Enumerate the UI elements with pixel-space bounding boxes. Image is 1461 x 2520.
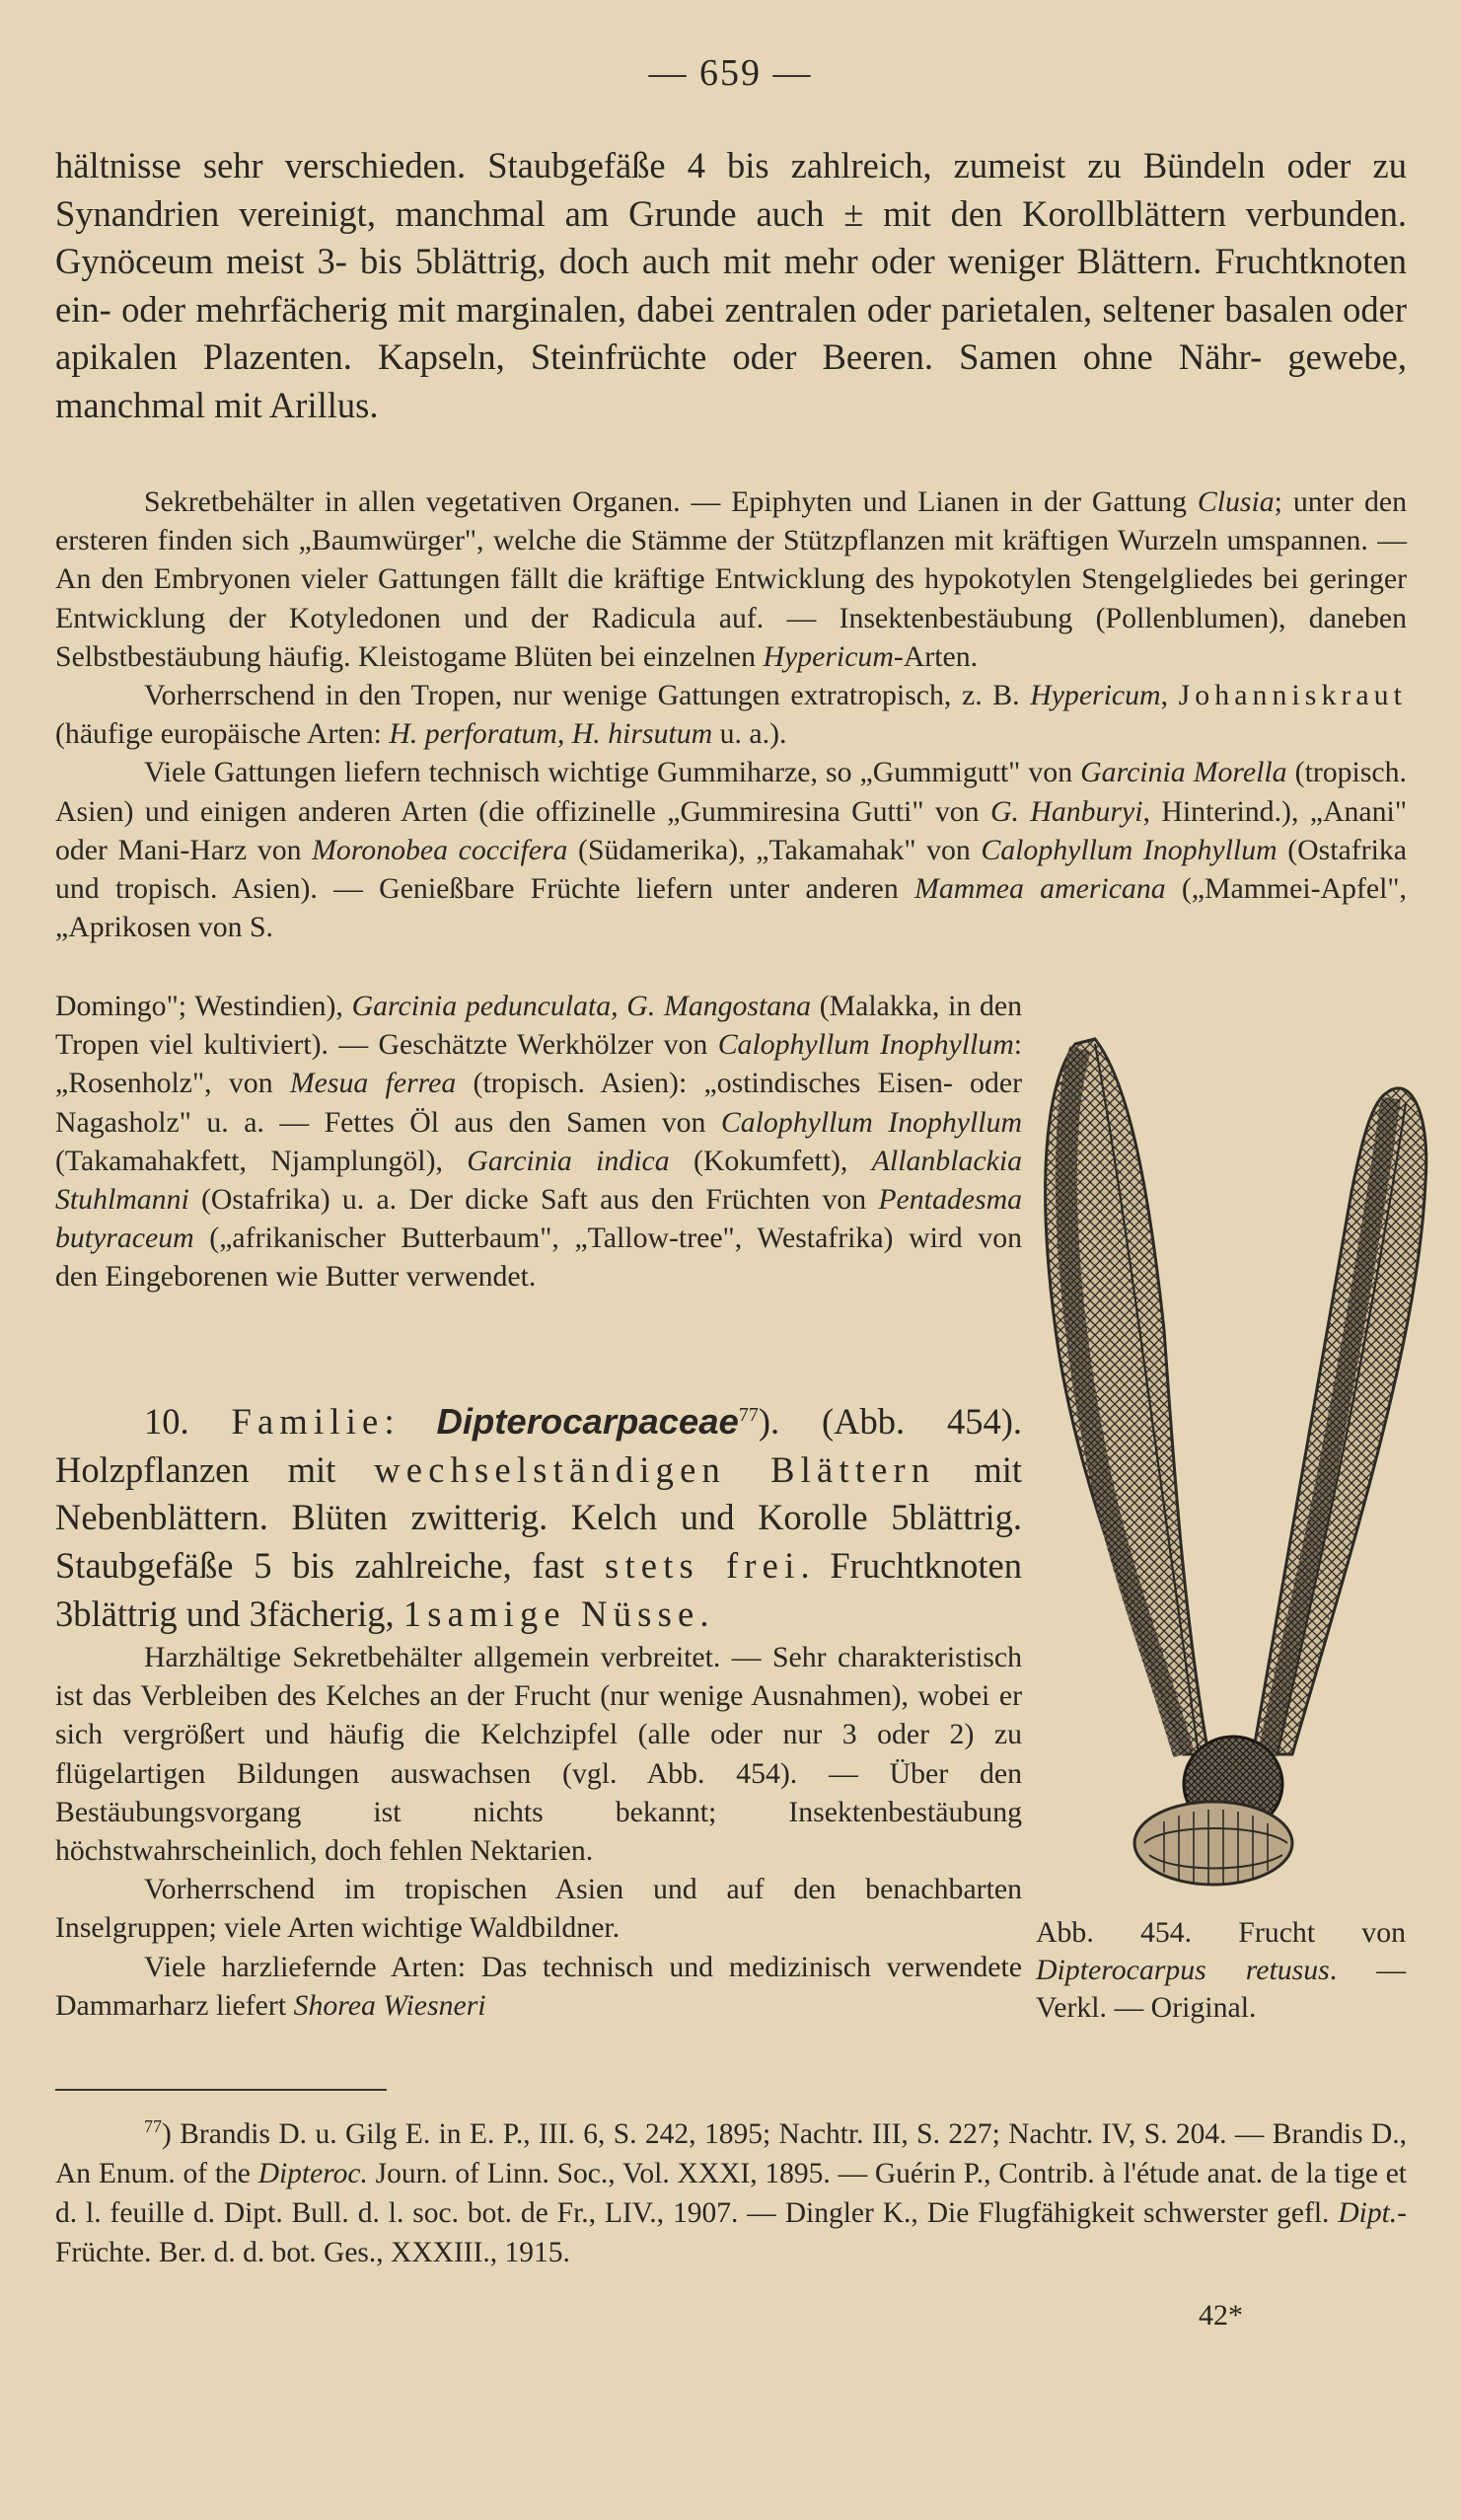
small-print-section <box>55 482 1407 946</box>
page-number: — 659 — <box>648 52 813 94</box>
distribution-note: Vorherrschend im tropischen Asien und auf den benachbarten Inselgruppen; viele Arten wichtige Waldbildner. <box>55 1873 1022 1945</box>
fruit-body <box>1134 1737 1292 1885</box>
line-7: gewebe, manchmal mit Arillus. <box>55 336 1408 425</box>
uses-paragraph: Viele Gattungen liefern technisch wichtige Gummiharze, so „Gummigutt" von Garcinia Morella (tropisch. Asien) und einigen anderen Arten (die offizinelle „Gummiresina Gutti" von G. Hanburyi, Hinterind.), „Anani" oder Mani-Harz von Moronobea coccifera (Südamerika), „Takamahak" von Calophyllum Inophyllum (Ostafrika und tropisch. Asien). — Genießbare Früchte liefern unter anderen Mammea americana („Mammei-Apfel", „Aprikosen von S. <box>55 756 1408 944</box>
family-name: Dipterocarpaceae <box>436 1401 739 1443</box>
uses-continuation: Domingo"; Westindien), Garcinia pedunculata, G. Mangostana (Malakka, in den Tropen viel kultiviert). — Geschätzte Werkhölzer von Calophyllum Inophyllum: „Rosenholz", von Mesua ferrea (tropisch. Asien): „ostindisches Eisen- oder Nagasholz" u. a. — Fettes Öl aus den Samen von Calophyllum Inophyllum (Takamahakfett, Njamplungöl), Garcinia indica (Kokumfett), Allanblackia Stuhlmanni (Ostafrika) u. a. Der dicke Saft aus den Früchten von Pentadesma butyraceum („afrikanischer Butterbaum", „Tallow-tree", Westafrika) wird von den Eingeborenen wie Butter verwendet. <box>55 990 1022 1294</box>
secretion-paragraph: Sekretbehälter in allen vegetativen Organen. — Epiphyten und Lianen in der Gattung Clusia; unter den ersteren finden sich „Baumwürger", welche die Stämme der Stützpflanzen mit kräftigen Wurzeln umspannen. — An den Embryonen vieler Gattungen fällt die kräftige Entwicklung des hypokotylen Stengelgliedes bei geringer Entwicklung der Kotyledonen und der Radicula auf. — Insektenbestäubung (Pollenblumen), daneben Selbstbestäubung häufig. Kleistogame Blüten bei einzelnen Hypericum-Arten. <box>55 485 1407 673</box>
family-notes <box>55 1638 1022 2025</box>
line-5: marginalen, dabei zentralen oder parietalen, seltener basalen oder apikalen <box>55 288 1408 378</box>
resin-note: Viele harzliefernde Arten: Das technisch und medizinisch verwendete Dammarharz liefert Shorea Wiesneri <box>55 1950 1022 2022</box>
distribution-paragraph: Vorherrschend in den Tropen, nur wenige Gattungen extratropisch, z. B. Hypericum, Johanniskraut (häufige europäische Arten: H. perforatum, H. hirsutum u. a.). <box>55 679 1407 751</box>
right-wing <box>1253 1088 1426 1754</box>
line-6: Plazenten. Kapseln, Steinfrüchte oder Beeren. Samen ohne Nähr- <box>202 336 1263 378</box>
printer-signature: 42* <box>1199 2299 1243 2332</box>
footnote: $^{77}$) Brandis D. u. Gilg E. in E. P., III. 6, S. 242, 1895; Nachtr. III, S. 227; Nachtr. IV, S. 204. — Brandis D., An Enum. of the Dipteroc. Journ. of Linn. Soc., Vol. XXXI, 1895. — Guérin P., Contrib. à l'étude anat. de la tige et d. l. feuille d. Dipt. Bull. d. l. soc. bot. de Fr., LIV., 1907. — Dingler K., Die Flugfähigkeit schwerster gefl. Dipt.-Früchte. Ber. d. d. bot. Ges., XXXIII., 1915. <box>55 2116 1407 2268</box>
secretion-note: Harzhältige Sekretbehälter allgemein verbreitet. — Sehr charakteristisch ist das Verbleiben des Kelches an der Frucht (nur wenige Ausnahmen), wobei er sich vergrößert und häufig die Kelchzipfel (alle oder nur 3 oder 2) zu flügelartigen Bildungen auswachsen (vgl. Abb. 454). — Über den Bestäubungsvorgang ist nichts bekannt; Insektenbestäubung höchstwahrscheinlich, doch fehlen Nektarien. <box>55 1641 1022 1868</box>
line-4: mit mehr oder weniger Blättern. Fruchtknoten ein- oder mehrfächerig mit <box>55 241 1408 330</box>
figure-caption: Abb. 454. Frucht von Dipterocarpus retusus. — Verkl. — Original. <box>1036 1916 1406 2024</box>
left-wing <box>1046 1039 1208 1754</box>
family-description: 10. Familie: Dipterocarpaceae$^{77}$). (Abb. 454). Holzpflanzen mit wechselständigen Blättern mit Nebenblättern. Blüten zwitterig. Kelch und Korolle 5blättrig. Staubgefäße 5 bis zahlreiche, fast stets frei. Fruchtknoten 3blättrig und 3fächerig, 1samige Nüsse. <box>55 1401 1023 1634</box>
fruit-illustration <box>1036 1004 1430 1892</box>
line-1: hältnisse sehr verschieden. Staubgefäße 4 bis zahlreich, zumeist zu Bündeln <box>55 145 1266 185</box>
dipterocarpus-fruit-drawing <box>1036 1004 1430 1892</box>
footnote-rule <box>55 2089 387 2091</box>
intro-paragraph <box>55 142 1407 430</box>
line-3: Korollblättern verbunden. Gynöceum meist 3- bis 5blättrig, doch auch <box>55 192 1407 282</box>
line-2: oder zu Synandrien vereinigt, manchmal am Grunde auch ± mit den <box>55 145 1408 234</box>
